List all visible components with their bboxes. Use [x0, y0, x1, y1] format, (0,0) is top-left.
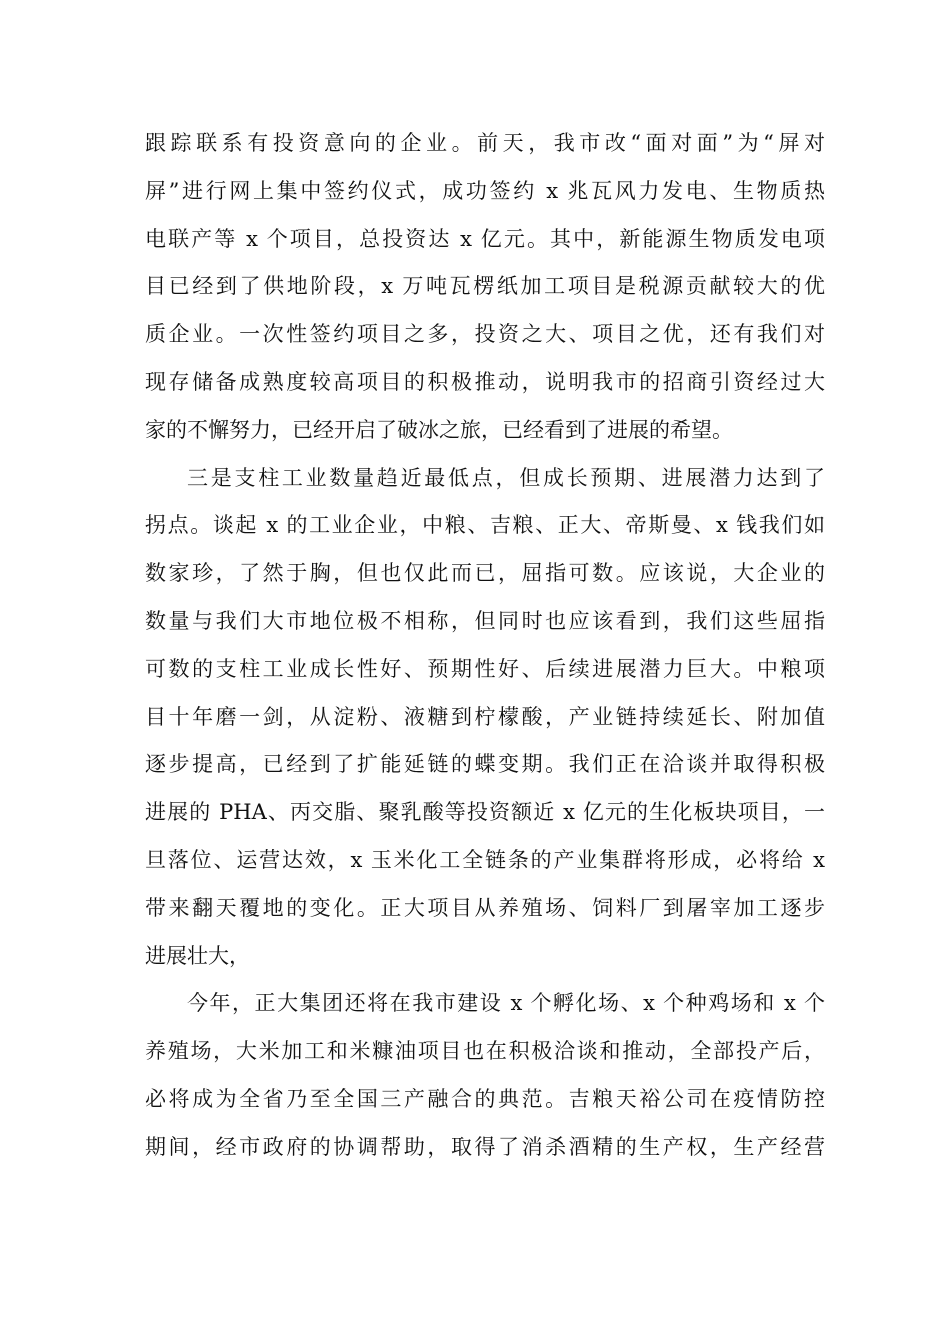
text-line: 跟踪联系有投资意向的企业。前天，我市改“面对面”为“屏对: [145, 131, 825, 155]
text-line: 目十年磨一剑，从淀粉、液糖到柠檬酸，产业链持续延长、附加值: [145, 704, 825, 729]
text-line: 拐点。谈起 x 的工业企业，中粮、吉粮、正大、帝斯曼、x 钱我们如: [145, 513, 825, 538]
text-line: 旦落位、运营达效，x 玉米化工全链条的产业集群将形成，必将给 x: [145, 847, 825, 872]
text-line: 质企业。一次性签约项目之多，投资之大、项目之优，还有我们对: [145, 322, 825, 347]
paragraph-2: [145, 463, 825, 989]
text-line: 三是支柱工业数量趋近最低点，但成长预期、进展潜力达到了: [187, 465, 825, 490]
document-page: [145, 128, 825, 1180]
text-line: 进展的 PHA、丙交脂、聚乳酸等投资额近 x 亿元的生化板块项目，一: [145, 800, 825, 825]
text-line: 数量与我们大市地位极不相称，但同时也应该看到，我们这些屈指: [145, 608, 825, 633]
text-line: 今年，正大集团还将在我市建设 x 个孵化场、x 个种鸡场和 x 个: [187, 991, 825, 1016]
text-line: 期间，经市政府的协调帮助，取得了消杀酒精的生产权，生产经营: [145, 1134, 825, 1159]
paragraph-1: [145, 128, 825, 463]
text-line: 目已经到了供地阶段，x 万吨瓦楞纸加工项目是税源贡献较大的优: [145, 274, 825, 299]
text-line: 必将成为全省乃至全国三产融合的典范。吉粮天裕公司在疫情防控: [145, 1086, 825, 1111]
text-line: 屏”进行网上集中签约仪式，成功签约 x 兆瓦风力发电、生物质热: [145, 178, 825, 203]
text-line: 逐步提高，已经到了扩能延链的蝶变期。我们正在洽谈并取得积极: [145, 752, 825, 777]
text-line: 电联产等 x 个项目，总投资达 x 亿元。其中，新能源生物质发电项: [145, 226, 825, 251]
text-line: 养殖场，大米加工和米糠油项目也在积极洽谈和推动，全部投产后，: [145, 1039, 825, 1064]
text-line: 现存储备成熟度较高项目的积极推动，说明我市的招商引资经过大: [145, 369, 825, 394]
text-line: 数家珍，了然于胸，但也仅此而已，屈指可数。应该说，大企业的: [145, 561, 825, 586]
paragraph-3: [145, 988, 825, 1179]
text-line: 带来翻天覆地的变化。正大项目从养殖场、饲料厂到屠宰加工逐步: [145, 895, 825, 920]
text-line: 可数的支柱工业成长性好、预期性好、后续进展潜力巨大。中粮项: [145, 656, 825, 681]
text-line: 进展壮大，: [145, 943, 250, 968]
text-line: 家的不懈努力，已经开启了破冰之旅，已经看到了进展的希望。: [145, 417, 733, 442]
